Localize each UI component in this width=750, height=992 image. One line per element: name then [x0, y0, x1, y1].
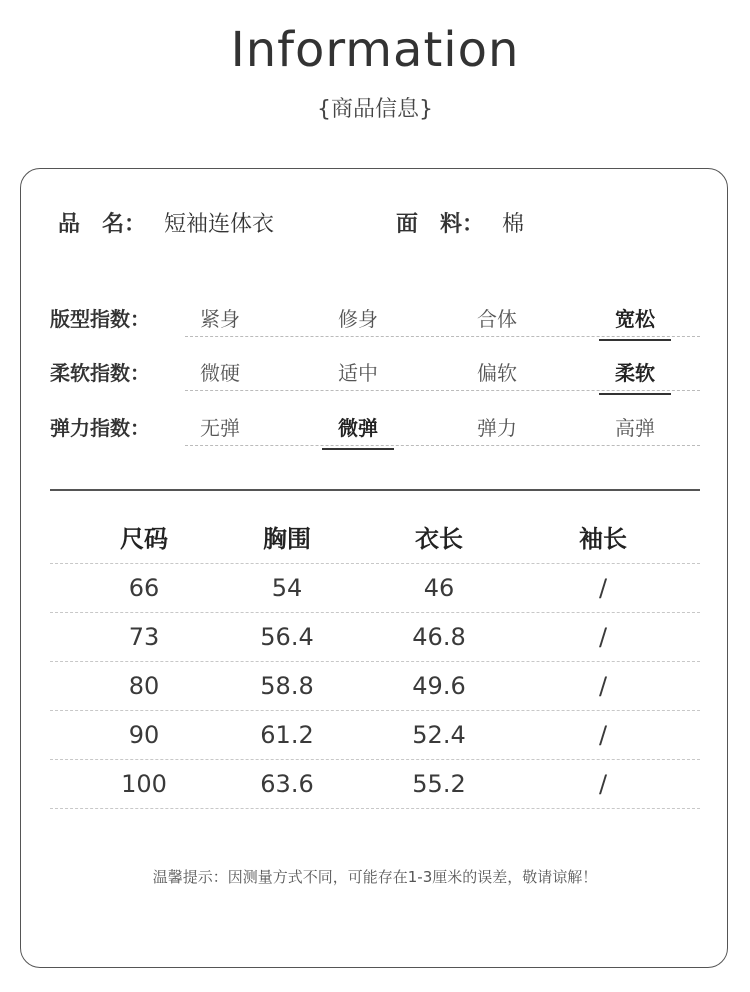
size-table	[50, 515, 700, 809]
table-cell: 100	[121, 770, 167, 798]
elasticity-option: 微弹	[328, 412, 388, 441]
fit-index-row	[50, 297, 700, 337]
table-row	[50, 760, 700, 809]
product-fabric-value: 棉	[502, 212, 525, 237]
measurement-note: 温馨提示：因测量方式不同，可能存在1-3厘米的误差，敬请谅解！	[152, 868, 598, 886]
table-cell: 73	[128, 623, 160, 651]
dashed-line	[185, 445, 700, 446]
softness-option: 偏软	[477, 361, 517, 385]
fit-option: 合体	[477, 307, 517, 331]
table-cell: 46	[423, 574, 455, 602]
header-size: 尺码	[120, 525, 168, 553]
table-row	[50, 564, 700, 613]
product-fabric-label: 面 料：	[396, 212, 485, 237]
table-cell: /	[598, 721, 608, 749]
fit-index-label: 版型指数：	[50, 307, 150, 331]
elasticity-index-label: 弹力指数：	[50, 416, 150, 440]
elasticity-option: 高弹	[615, 416, 655, 440]
elasticity-option: 无弹	[200, 416, 240, 440]
softness-index-label: 柔软指数：	[50, 361, 150, 385]
header-length: 衣长	[415, 525, 463, 553]
page-title: Information	[230, 22, 520, 78]
product-fabric-row	[396, 207, 524, 238]
softness-option: 微硬	[200, 361, 240, 385]
product-name-label: 品 名：	[58, 212, 147, 237]
table-cell: 49.6	[412, 672, 466, 700]
table-cell: 66	[128, 574, 160, 602]
dashed-line	[185, 390, 700, 391]
section-divider	[50, 489, 700, 491]
table-cell: /	[598, 672, 608, 700]
table-cell: /	[598, 770, 608, 798]
table-cell: 54	[271, 574, 303, 602]
softness-index-row	[50, 351, 700, 391]
table-cell: 52.4	[412, 721, 466, 749]
page-subtitle: {商品信息}	[317, 97, 433, 122]
softness-option: 适中	[338, 361, 378, 385]
table-cell: 55.2	[412, 770, 466, 798]
header-chest: 胸围	[263, 525, 311, 553]
dashed-line	[185, 336, 700, 337]
table-cell: 90	[128, 721, 160, 749]
fit-option: 紧身	[200, 307, 240, 331]
fit-option: 宽松	[605, 303, 665, 332]
product-name-value: 短袖连体衣	[164, 212, 275, 237]
header-sleeve: 袖长	[579, 525, 627, 553]
table-row	[50, 662, 700, 711]
table-row	[50, 613, 700, 662]
table-row	[50, 711, 700, 760]
table-cell: 61.2	[260, 721, 314, 749]
elasticity-index-row	[50, 406, 700, 446]
table-cell: 56.4	[260, 623, 314, 651]
elasticity-option: 弹力	[477, 416, 517, 440]
table-header-row	[50, 515, 700, 564]
table-cell: 46.8	[412, 623, 466, 651]
softness-option: 柔软	[605, 357, 665, 386]
table-cell: 63.6	[260, 770, 314, 798]
fit-option: 修身	[338, 307, 378, 331]
table-cell: 80	[128, 672, 160, 700]
table-cell: /	[598, 623, 608, 651]
product-name-row	[58, 207, 274, 238]
table-cell: 58.8	[260, 672, 314, 700]
table-cell: /	[598, 574, 608, 602]
